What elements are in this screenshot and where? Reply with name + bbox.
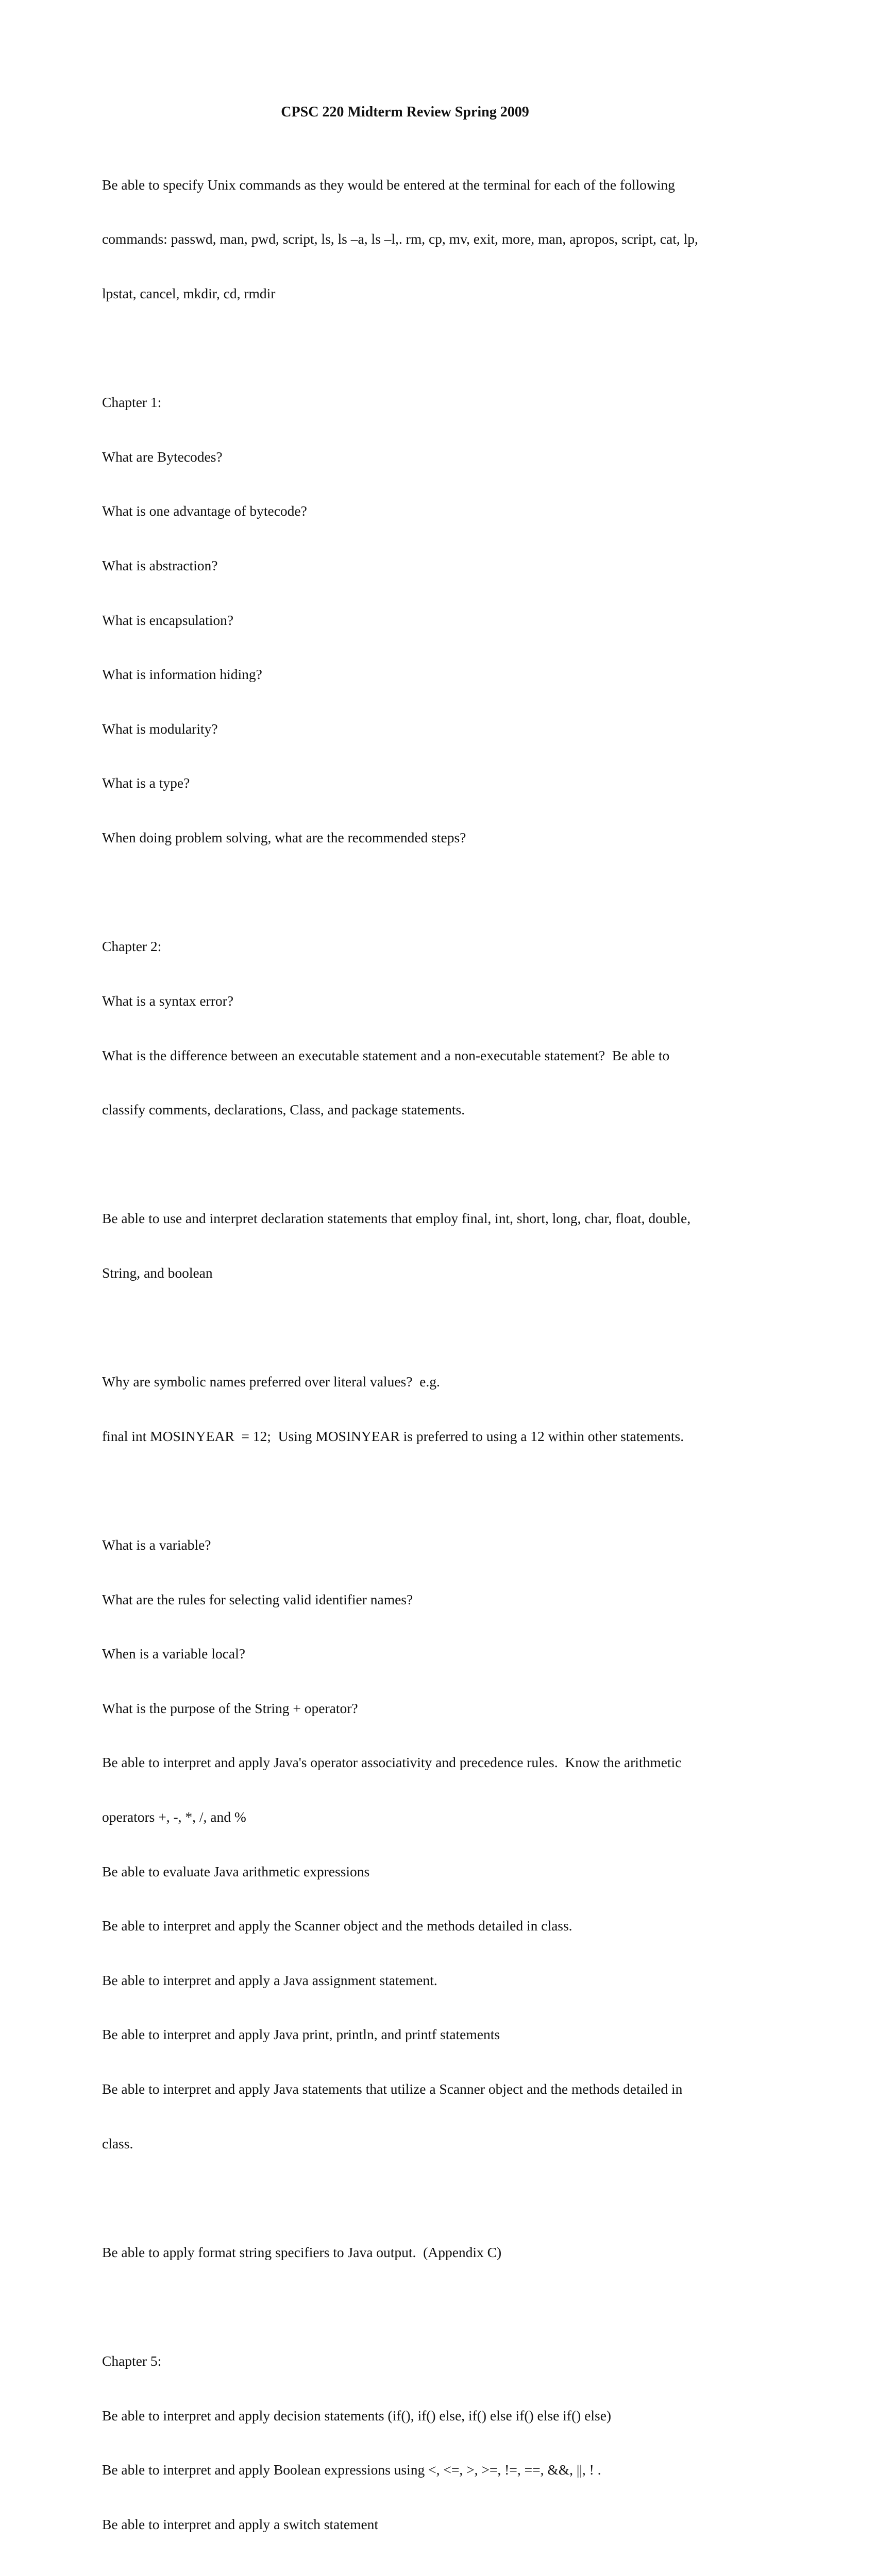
question-line: What is a variable? [102, 1536, 782, 1554]
question-line: Be able to interpret and apply a switch statement [102, 2515, 782, 2533]
format-specifiers-paragraph [102, 2207, 782, 2297]
page-title: CPSC 220 Midterm Review Spring 2009 [102, 103, 708, 121]
question-line: What is abstraction? [102, 556, 782, 574]
question-line: Be able to interpret and apply Java statements that utilize a Scanner object and the methods detailed in [102, 2080, 782, 2098]
chapter-1-section [102, 357, 782, 883]
question-line: What are Bytecodes? [102, 448, 782, 466]
question-line: Why are symbolic names preferred over literal values? e.g. [102, 1372, 782, 1391]
symbolic-names-paragraph [102, 1336, 782, 1482]
chapter-2-section [102, 901, 782, 1155]
question-line: String, and boolean [102, 1264, 782, 1282]
question-line: What is the difference between an executable statement and a non-executable statement? Be able to [102, 1046, 782, 1064]
question-line: What is modularity? [102, 720, 782, 738]
spacer [102, 339, 782, 357]
question-line: What is a type? [102, 774, 782, 792]
question-line: When doing problem solving, what are the recommended steps? [102, 828, 782, 846]
question-line: class. [102, 2134, 782, 2153]
chapter-heading: Chapter 5: [102, 2352, 782, 2370]
spacer [102, 1318, 782, 1336]
chapter-heading: Chapter 1: [102, 393, 782, 411]
paragraph-line: Be able to specify Unix commands as they would be entered at the terminal for each of the following [102, 176, 782, 194]
question-line: Be able to interpret and apply Java print, println, and printf statements [102, 2025, 782, 2043]
spacer [102, 2189, 782, 2207]
question-line: When is a variable local? [102, 1645, 782, 1663]
unix-commands-paragraph [102, 139, 782, 338]
question-line: What is the purpose of the String + operator? [102, 1699, 782, 1717]
paragraph-line: commands: passwd, man, pwd, script, ls, ls –a, ls –l,. rm, cp, mv, exit, more, man, apropos, script, cat, lp, [102, 230, 782, 248]
variables-paragraph [102, 1500, 782, 2189]
question-line: classify comments, declarations, Class, and package statements. [102, 1100, 782, 1118]
chapter-heading: Chapter 2: [102, 937, 782, 955]
spacer [102, 1155, 782, 1173]
spacer [102, 883, 782, 901]
question-line: What is encapsulation? [102, 611, 782, 629]
chapter-5-section [102, 2316, 782, 2570]
question-line: Be able to evaluate Java arithmetic expressions [102, 1862, 782, 1880]
question-line: What is a syntax error? [102, 992, 782, 1010]
question-line: Be able to interpret and apply Boolean expressions using <, <=, >, >=, !=, ==, &&, ||, ! . [102, 2461, 782, 2479]
question-line: Be able to interpret and apply the Scanner object and the methods detailed in class. [102, 1917, 782, 1935]
spacer [102, 1481, 782, 1499]
question-line: What is one advantage of bytecode? [102, 502, 782, 520]
question-line: What are the rules for selecting valid identifier names? [102, 1590, 782, 1608]
question-line: Be able to interpret and apply decision statements (if(), if() else, if() else if() else if() else) [102, 2406, 782, 2425]
spacer [102, 2297, 782, 2315]
question-line: final int MOSINYEAR = 12; Using MOSINYEAR is preferred to using a 12 within other statements. [102, 1427, 782, 1445]
declarations-paragraph [102, 1173, 782, 1318]
question-line: What is information hiding? [102, 665, 782, 683]
question-line: operators +, -, *, /, and % [102, 1808, 782, 1826]
question-line: Be able to apply format string specifiers to Java output. (Appendix C) [102, 2243, 782, 2261]
document-page [102, 103, 782, 2576]
question-line: Be able to interpret and apply a Java assignment statement. [102, 1971, 782, 1989]
spacer [102, 2570, 782, 2576]
paragraph-line: lpstat, cancel, mkdir, cd, rmdir [102, 284, 782, 302]
question-line: Be able to use and interpret declaration statements that employ final, int, short, long, char, float, double, [102, 1209, 782, 1227]
question-line: Be able to interpret and apply Java's operator associativity and precedence rules. Know the arithmetic [102, 1753, 782, 1771]
